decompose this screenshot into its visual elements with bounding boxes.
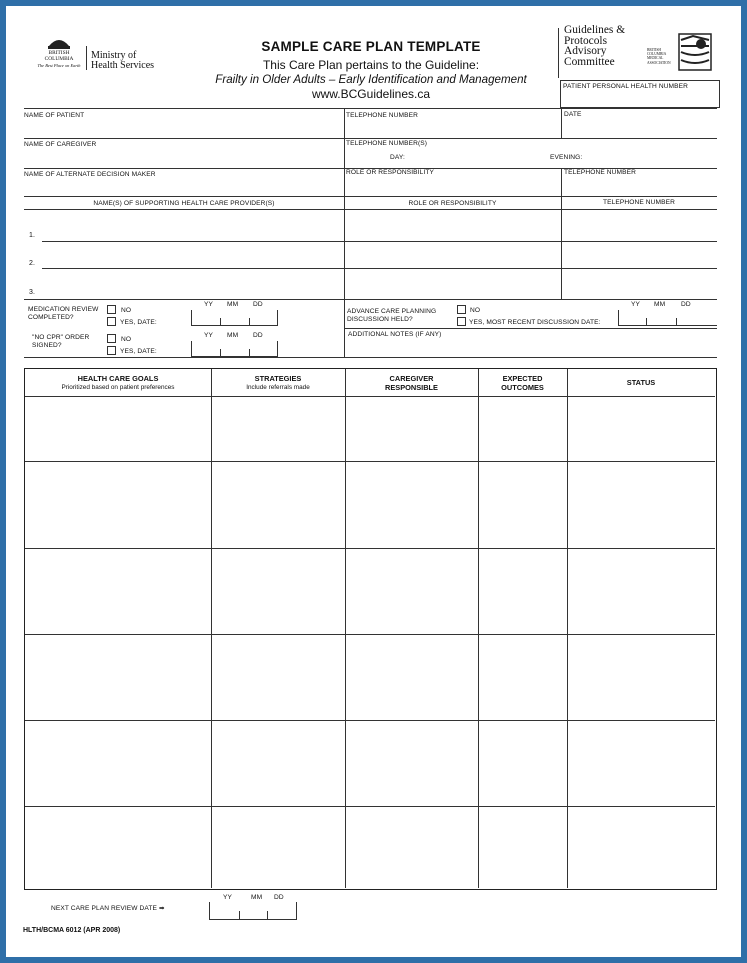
col-strategies (211, 375, 345, 392)
no-cpr-label (32, 334, 89, 350)
gpac-line-4: Committee (564, 55, 615, 68)
no-cpr-line-1: "NO CPR" ORDER (32, 334, 90, 341)
advance-care-line-1: ADVANCE CARE PLANNING (347, 308, 437, 315)
provider-line-1[interactable] (42, 241, 344, 242)
col-outcomes-sub: OUTCOMES (501, 383, 544, 392)
guideline-line: This Care Plan pertains to the Guideline: (262, 58, 480, 72)
col-goals (25, 375, 211, 392)
care-goals-table (24, 368, 717, 890)
day-label: DAY: (390, 154, 405, 161)
table-row-divider (25, 806, 715, 807)
date-label: DATE (564, 111, 582, 118)
no-cpr-dd: DD (253, 332, 263, 339)
col-caregiver-title: CAREGIVER (389, 374, 434, 383)
advance-care-mm: MM (654, 301, 666, 308)
col-caregiver-sub: RESPONSIBLE (385, 383, 438, 392)
no-cpr-no-label: NO (121, 336, 132, 343)
page-title: SAMPLE CARE PLAN TEMPLATE (261, 39, 481, 54)
ministry-line-2: Health Services (91, 60, 155, 71)
telephone-numbers-label: TELEPHONE NUMBER(S) (346, 140, 428, 147)
next-review-date-field[interactable] (209, 902, 297, 920)
col-outcomes (478, 375, 567, 393)
telephone-label: TELEPHONE NUMBER (346, 112, 418, 119)
advance-care-label (347, 308, 436, 324)
table-row-divider (25, 634, 715, 635)
advance-care-yes-label: YES, MOST RECENT DISCUSSION DATE: (469, 319, 601, 326)
no-cpr-yy: YY (204, 332, 213, 339)
provider-number-1: 1. (29, 232, 36, 239)
medication-no-label: NO (121, 307, 132, 314)
col-strategies-title: STRATEGIES (254, 374, 302, 383)
providers-phone-header: TELEPHONE NUMBER (603, 199, 675, 206)
next-review-label: NEXT CARE PLAN REVIEW DATE ➡ (51, 905, 165, 912)
col-goals-sub: Prioritized based on patient preferences (61, 384, 175, 391)
advance-care-line-2: DISCUSSION HELD? (347, 316, 413, 323)
medication-yes-checkbox[interactable] (107, 317, 116, 326)
evening-label: EVENING: (550, 154, 583, 161)
additional-notes-label: ADDITIONAL NOTES (IF ANY) (348, 331, 442, 338)
next-review-mm: MM (251, 894, 263, 901)
title-block (196, 39, 546, 101)
bcma-emblem-icon (677, 32, 713, 72)
form-code: HLTH/BCMA 6012 (APR 2008) (23, 927, 121, 934)
bc-logo-slogan: The Best Place on Earth (37, 63, 81, 68)
ministry-line-1: Ministry of (91, 50, 137, 61)
no-cpr-yes-checkbox[interactable] (107, 346, 116, 355)
medication-yes-label: YES, DATE: (120, 319, 157, 326)
role-label: ROLE OR RESPONSIBILITY (346, 169, 434, 176)
providers-header: NAME(S) OF SUPPORTING HEALTH CARE PROVIDER(S) (93, 200, 275, 207)
table-row-divider (25, 461, 715, 462)
col-status (567, 379, 715, 388)
medication-date-field[interactable] (191, 310, 278, 326)
advance-care-no-label: NO (470, 307, 481, 314)
bcma-logo (647, 44, 713, 78)
table-row-divider (25, 720, 715, 721)
providers-role-header: ROLE OR RESPONSIBILITY (408, 200, 497, 207)
bcma-logo-text: BRITISH COLUMBIA MEDICAL ASSOCIATION (647, 48, 671, 65)
advance-care-yes-checkbox[interactable] (457, 317, 466, 326)
advance-care-dd: DD (681, 301, 691, 308)
website-link[interactable]: www.BCGuidelines.ca (311, 87, 431, 101)
medication-review-label (28, 306, 98, 322)
no-cpr-yes-label: YES, DATE: (120, 348, 157, 355)
table-row-divider (25, 548, 715, 549)
medication-review-line-2: COMPLETED? (28, 314, 74, 321)
col-caregiver (345, 375, 478, 393)
provider-line-2[interactable] (42, 268, 344, 269)
col-status-title: STATUS (626, 378, 656, 387)
ministry-name (91, 51, 154, 71)
caregiver-name-label: NAME OF CAREGIVER (24, 141, 97, 148)
provider-number-2: 2. (29, 260, 36, 267)
gpac-line-2: Protocols (564, 34, 608, 47)
gpac-line-3: Advisory (564, 45, 607, 57)
medication-dd: DD (253, 301, 263, 308)
gpac-name (564, 25, 625, 67)
advance-care-yy: YY (631, 301, 640, 308)
provider-number-3: 3. (29, 289, 36, 296)
guideline-name: Frailty in Older Adults – Early Identification and Management (215, 73, 527, 86)
medication-review-line-1: MEDICATION REVIEW (28, 306, 99, 313)
phn-label: PATIENT PERSONAL HEALTH NUMBER (563, 83, 689, 90)
no-cpr-date-field[interactable] (191, 341, 278, 357)
advance-care-no-checkbox[interactable] (457, 305, 466, 314)
next-review-dd: DD (274, 894, 284, 901)
patient-name-label: NAME OF PATIENT (24, 112, 85, 119)
no-cpr-line-2: SIGNED? (32, 342, 62, 349)
col-strategies-sub: Include referrals made (246, 384, 310, 391)
bc-logo-name: BRITISH COLUMBIA (44, 50, 74, 62)
care-plan-form (6, 6, 741, 957)
next-review-yy: YY (223, 894, 232, 901)
col-goals-title: HEALTH CARE GOALS (77, 374, 159, 383)
gpac-line-1: Guidelines & (564, 24, 626, 36)
medication-yy: YY (204, 301, 213, 308)
medication-mm: MM (227, 301, 239, 308)
telephone-number-label: TELEPHONE NUMBER (564, 169, 636, 176)
no-cpr-no-checkbox[interactable] (107, 334, 116, 343)
medication-no-checkbox[interactable] (107, 305, 116, 314)
advance-care-date-field[interactable] (618, 310, 717, 326)
alt-decision-maker-label: NAME OF ALTERNATE DECISION MAKER (24, 171, 156, 178)
no-cpr-mm: MM (227, 332, 239, 339)
col-outcomes-title: EXPECTED (502, 374, 543, 383)
bc-logo (34, 32, 84, 68)
